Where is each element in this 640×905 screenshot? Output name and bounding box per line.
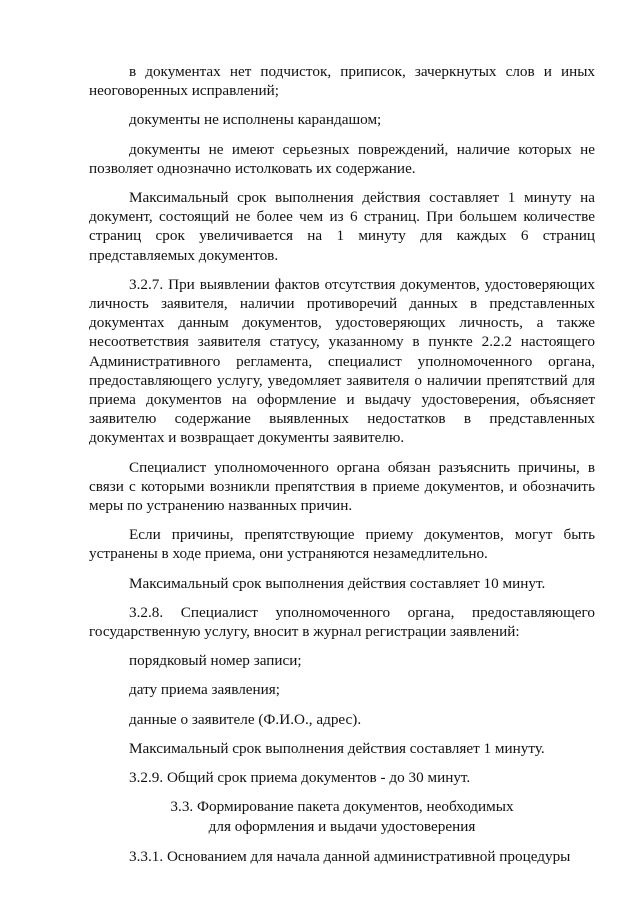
- paragraph-no-corrections: в документах нет подчисток, приписок, зачеркнутых слов и иных неоговоренных исправлений;: [89, 63, 595, 100]
- paragraph-3-2-9: 3.2.9. Общий срок приема документов - до 30 минут.: [129, 769, 471, 787]
- paragraph-max-time-10-min: Максимальный срок выполнения действия составляет 10 минут.: [129, 574, 546, 592]
- section-heading-3-3: [89, 797, 595, 835]
- paragraph-specialist-obligation: Специалист уполномоченного органа обязан разъяснить причины, в связи с которыми возникли препятствия в приеме документов, и обозначить меры по устранению названных причин.: [89, 458, 595, 515]
- document-page: [89, 62, 595, 876]
- paragraph-no-damage: документы не имеют серьезных повреждений, наличие которых не позволяет однозначно истолковать их содержание.: [89, 140, 595, 177]
- paragraph-causes-eliminated: Если причины, препятствующие приему документов, могут быть устранены в ходе приема, они устраняются незамедлительно.: [89, 526, 595, 563]
- list-item-record-number: порядковый номер записи;: [129, 652, 302, 670]
- paragraph-max-time-1-min: Максимальный срок выполнения действия составляет 1 минуту.: [129, 739, 545, 757]
- paragraph-3-2-7: 3.2.7. При выявлении фактов отсутствия документов, удостоверяющих личность заявителя, наличии противоречий данных в представленных документах данным документов, удостоверяющих личность, а также несоответствия заявителя статусу, указанному в пункте 2.2.2 настоящего Административного регламента, специалист уполномоченного органа, предоставляющего услугу, уведомляет заявителя о наличии препятствий для приема документов на оформление и выдачу удостоверения, объясняет заявителю содержание выявленных недостатков в представленных документах и возвращает документы заявителю.: [89, 275, 595, 447]
- list-item-application-date: дату приема заявления;: [129, 681, 281, 699]
- paragraph-3-2-8: 3.2.8. Специалист уполномоченного органа, предоставляющего государственную услугу, вносит в журнал регистрации заявлений:: [89, 603, 595, 641]
- list-item-applicant-data: данные о заявителе (Ф.И.О., адрес).: [129, 710, 362, 728]
- paragraph-no-pencil: документы не исполнены карандашом;: [129, 111, 382, 129]
- paragraph-3-3-1: 3.3.1. Основанием для начала данной административной процедуры: [129, 847, 571, 865]
- section-heading-line-1: 3.3. Формирование пакета документов, необходимых: [170, 798, 514, 816]
- section-heading-line-2: для оформления и выдачи удостоверения: [208, 817, 476, 835]
- paragraph-max-time-per-document: Максимальный срок выполнения действия составляет 1 минуту на документ, состоящий не более чем из 6 страниц. При большем количестве страниц срок увеличивается на 1 минуту для каждых 6 страниц представляемых документов.: [89, 189, 595, 264]
